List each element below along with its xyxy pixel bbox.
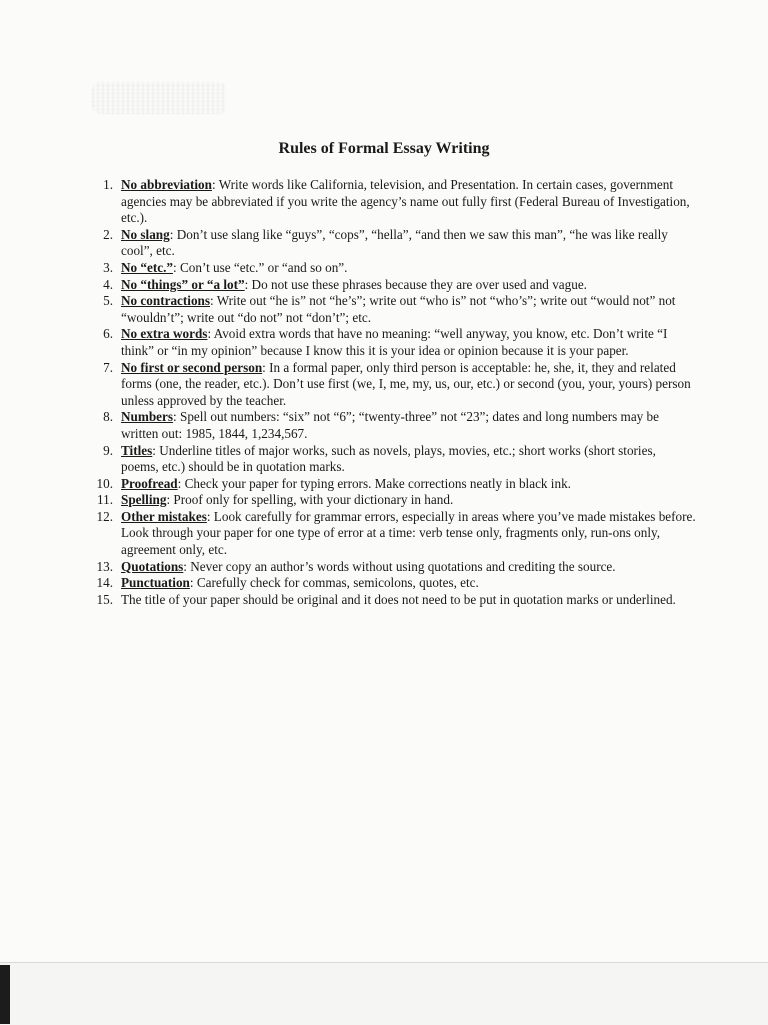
rule-item bbox=[0, 492, 768, 509]
rule-item bbox=[0, 559, 768, 576]
rule-text: : Don’t use slang like “guys”, “cops”, “hella”, “and then we saw this man”, “he was like really cool”, etc. bbox=[121, 226, 668, 259]
rule-number: 15. bbox=[96, 591, 113, 607]
rule-number: 8. bbox=[103, 409, 113, 425]
rule-number: 12. bbox=[96, 508, 113, 524]
rule-item bbox=[0, 409, 768, 442]
rule-number: 10. bbox=[96, 475, 113, 491]
rule-text: : Underline titles of major works, such as novels, plays, movies, etc.; short works (short stories, poems, etc.) should be in quotation marks. bbox=[121, 442, 656, 475]
rule-item bbox=[0, 360, 768, 410]
rule-title: No contractions bbox=[121, 293, 211, 309]
rule-title: Proofread bbox=[121, 475, 178, 491]
rule-item bbox=[0, 326, 768, 359]
rule-text: : In a formal paper, only third person is acceptable: he, she, it, they and related forms (one, the reader, etc.). Don’t use first (we, I, me, my, us, our, etc.) or second (you, your, yours) person unless approved by the teacher. bbox=[121, 359, 691, 408]
rule-item bbox=[0, 575, 768, 592]
rule-text: : Check your paper for typing errors. Make corrections neatly in black ink. bbox=[177, 475, 571, 491]
rule-item bbox=[0, 260, 768, 277]
rule-title: Spelling bbox=[121, 492, 167, 508]
rule-title: Other mistakes bbox=[121, 508, 207, 524]
rule-item bbox=[0, 177, 768, 227]
rule-number: 1. bbox=[103, 177, 113, 192]
rule-number: 3. bbox=[103, 259, 113, 275]
scan-smudge bbox=[92, 82, 227, 114]
rule-title: No “things” or “a lot” bbox=[121, 276, 245, 292]
rule-text: : Write words like California, television, and Presentation. In certain cases, government agencies may be abbreviated if you write the agency’s name out fully first (Federal Bureau of Investigation, etc.). bbox=[121, 177, 690, 226]
rule-text: : Proof only for spelling, with your dictionary in hand. bbox=[166, 492, 454, 508]
rule-item bbox=[0, 293, 768, 326]
rule-item bbox=[0, 227, 768, 260]
rule-number: 5. bbox=[103, 293, 113, 309]
rule-item bbox=[0, 509, 768, 559]
rule-text: : Do not use these phrases because they are over used and vague. bbox=[244, 276, 587, 292]
rule-number: 13. bbox=[96, 558, 113, 574]
rule-text: : Never copy an author’s words without using quotations and crediting the source. bbox=[183, 558, 616, 574]
rule-item bbox=[0, 592, 768, 609]
scan-dark-corner bbox=[0, 965, 10, 1024]
rule-text: : Carefully check for commas, semicolons, quotes, etc. bbox=[189, 575, 479, 591]
rule-number: 2. bbox=[103, 226, 113, 242]
rule-title: No first or second person bbox=[121, 359, 263, 375]
rule-item bbox=[0, 476, 768, 493]
rule-title: Punctuation bbox=[121, 575, 190, 591]
rule-item bbox=[0, 443, 768, 476]
rule-title: No “etc.” bbox=[121, 259, 173, 275]
rule-title: Numbers bbox=[121, 409, 174, 425]
rule-number: 9. bbox=[103, 442, 113, 458]
document-title: Rules of Formal Essay Writing bbox=[278, 140, 490, 157]
rules-list bbox=[0, 177, 768, 608]
rule-text: : Spell out numbers: “six” not “6”; “twenty-three” not “23”; dates and long numbers may be written out: 1985, 1844, 1,234,567. bbox=[121, 409, 660, 441]
rule-text: : Avoid extra words that have no meaning: “well anyway, you know, etc. Don’t write “I think” or “in my opinion” because I know this it is your idea or opinion because it is your paper. bbox=[121, 326, 668, 358]
rule-text: : Write out “he is” not “he’s”; write out “who is” not “who’s”; write out “would not” not “wouldn’t”; write out “do not” not “don’t”; etc. bbox=[121, 293, 676, 325]
rule-number: 7. bbox=[103, 359, 113, 375]
rule-title: Titles bbox=[121, 442, 153, 458]
rule-title: No abbreviation bbox=[121, 177, 212, 192]
rule-number: 4. bbox=[103, 276, 113, 292]
rule-title: Quotations bbox=[121, 558, 184, 574]
rule-text: The title of your paper should be original and it does not need to be put in quotation marks or underlined. bbox=[121, 591, 676, 607]
rule-text: : Con’t use “etc.” or “and so on”. bbox=[173, 259, 348, 275]
rule-number: 11. bbox=[97, 492, 113, 508]
rule-title: No extra words bbox=[121, 326, 208, 342]
scan-bottom-edge bbox=[0, 962, 768, 1025]
rule-number: 14. bbox=[96, 575, 113, 591]
rule-title: No slang bbox=[121, 226, 170, 242]
rule-number: 6. bbox=[103, 326, 113, 342]
rule-text: : Look carefully for grammar errors, especially in areas where you’ve made mistakes before. Look through your paper for one type of error at a time: verb tense only, fragments only, run-ons only, agreement only, etc. bbox=[121, 508, 696, 558]
rule-item bbox=[0, 277, 768, 294]
